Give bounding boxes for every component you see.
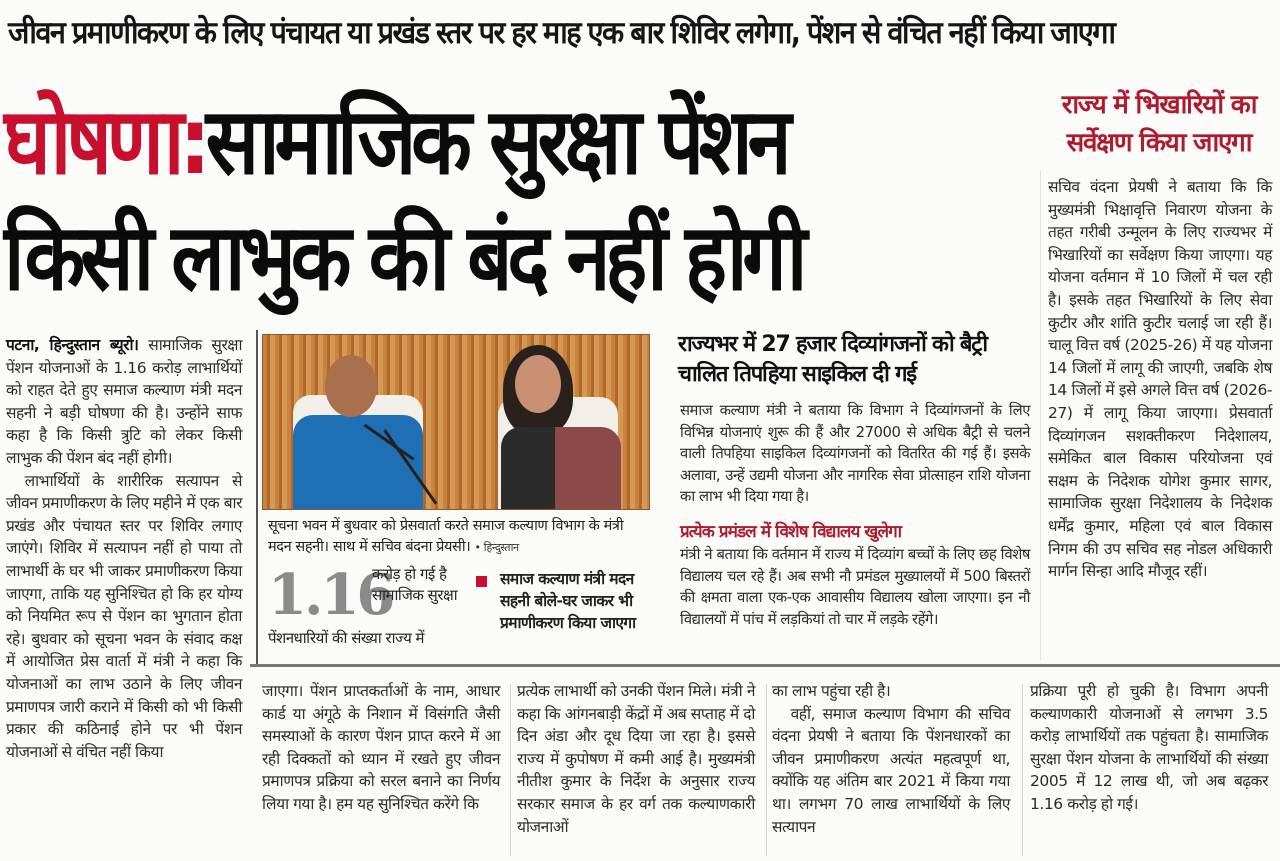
column-rule [766, 684, 767, 856]
bottom-column-2: प्रत्येक लाभार्थी को उनकी पेंशन मिले। मंत्री ने कहा कि आंगनबाड़ी केंद्रों में अब सप्ताह में दो दिन अंडा और दूध दिया जा रहा है। इससे राज्य में कुपोषण में कमी आई है। मुख्यमंत्री नीतीश कुमार के निर्देश के अनुसार राज्य सरकार समाज के हर वर्ग तक कल्याणकारी योजनाओं [517, 682, 755, 836]
mid-story-subhead: प्रत्येक प्रमंडल में विशेष विद्यालय खुलेगा [680, 522, 902, 542]
headline-line-2: किसी लाभुक की बंद नहीं होगी [4, 204, 803, 311]
bottom-col3-para-1: का लाभ पहुंचा रही है। [772, 682, 891, 700]
bottom-column-3 [772, 680, 1010, 838]
headline-label: घोषणा: [4, 88, 206, 195]
stat-text-side: करोड़ हो गई है सामाजिक सुरक्षा [372, 565, 458, 604]
bottom-col3-para-2: वहीं, समाज कल्याण विभाग की सचिव वंदना प्रेयषी ने बताया कि पेंशनधारकों का जीवन प्रमाणीकरण अत्यंत महत्वपूर्ण था, क्योंकि यह अंतिम बार 2021 में किया गया था। लगभग 70 लाख लाभार्थियों के लिए सत्यापन [772, 704, 1010, 836]
sidebar-rule [1040, 170, 1041, 660]
mid-story-body-2: मंत्री ने बताया कि वर्तमान में राज्य में दिव्यांग बच्चों के लिए छह विशेष विद्यालय चल रहे हैं। अब सभी नौ प्रमंडल मुख्यालयों में 500 बिस्तरों की क्षमता वाला एक-एक आवासीय विद्यालय खोला जाएगा। इन नौ विद्यालयों में पांच में लड़कियां तो चार में लड़के रहेंगे। [680, 546, 1030, 628]
column-rule [510, 684, 511, 856]
side-story-headline: राज्य में भिखारियों का सर्वेक्षण किया जाएगा [1061, 90, 1257, 158]
secretary-head [515, 355, 561, 413]
minister-head [325, 355, 377, 417]
kicker-line: जीवन प्रमाणीकरण के लिए पंचायत या प्रखंड स्तर पर हर माह एक बार शिविर लगेगा, पेंशन से वंचित नहीं किया जाएगा [8, 15, 1115, 51]
lead-column [6, 334, 242, 763]
column-rule [1022, 684, 1023, 856]
caption-text: सूचना भवन में बुधवार को प्रेसवार्ता करते समाज कल्याण विभाग के मंत्री मदन सहनी। साथ में सचिव बंदना प्रेयसी। [268, 518, 624, 555]
main-headline [4, 84, 1034, 324]
stat-text-below: पेंशनधारियों की संख्या राज्य में [268, 629, 425, 647]
press-conference-photo [262, 334, 650, 510]
stat-number: 1.16 [268, 562, 393, 628]
lead-para-1: सामाजिक सुरक्षा पेंशन योजनाओं के 1.16 करोड़ लाभार्थियों को राहत देते हुए समाज कल्याण मंत्री मदन सहनी ने बड़ी घोषणा की है। उन्होंने साफ कहा है कि किसी त्रुटि को लेकर किसी लाभुक की पेंशन बंद नहीं होगी। [6, 336, 243, 467]
bullet-square-icon [476, 576, 487, 587]
pull-quote: समाज कल्याण मंत्री मदन सहनी बोले-घर जाकर भी प्रमाणीकरण किया जाएगा [500, 570, 636, 632]
lead-para-2: लाभार्थियों के शारीरिक सत्यापन से जीवन प्रमाणीकरण के लिए महीने में एक बार प्रखंड और पंचायत स्तर पर शिविर लगाए जाएंगे। शिविर में सत्यापन नहीं हो पाया तो लाभार्थी के घर भी जाकर प्रमाणीकरण किया जाएगा, ताकि यह सुनिश्चित हो कि हर योग्य को नियमित रूप से पेंशन का भुगतान होता रहे। बुधवार को सूचना भवन के संवाद कक्ष में आयोजित प्रेस वार्ता में मंत्री ने कहा कि योजनाओं का लाभ उठाने के लिए जीवन प्रमाणपत्र जारी कराने में किसी को भी किसी प्रकार की कठिनाई होने पर भी पेंशन योजनाओं से वंचित नहीं किया [6, 471, 242, 761]
secretary-figure [501, 427, 621, 510]
mid-story-body: समाज कल्याण मंत्री ने बताया कि विभाग ने दिव्यांगजनों के लिए विभिन्न योजनाएं शुरू की हैं और 27000 से अधिक बैट्री से चलने वाली तिपहिया साइकिल दिव्यांगजनों को वितरित की गई हैं। इसके अलावा, उन्हें उद्यमी योजना और नागरिक सेवा प्रोत्साहन राशि योजना का लाभ भी दिया गया है। [680, 402, 1030, 505]
bottom-column-1: जाएगा। पेंशन प्राप्तकर्ताओं के नाम, आधार कार्ड या अंगूठे के निशान में विसंगति जैसी समस्याओं के कारण पेंशन प्राप्त करने में आ रही दिक्कतों को ध्यान में रखते हुए जीवन प्रमाणपत्र प्रक्रिया को सरल बनाने का निर्णय लिया गया है। हम यह सुनिश्चित करेंगे कि [262, 682, 500, 813]
side-story-body: सचिव वंदना प्रेयषी ने बताया कि कि मुख्यमंत्री भिक्षावृत्ति निवारण योजना के तहत गरीबी उन्मूलन के लिए राज्यभर में भिखारियों का सर्वेक्षण किया जाएगा। यह योजना वर्तमान में 10 जिलों में चल रही है। इसके तहत भिखारियों के लिए सेवा कुटीर और शांति कुटीर चलाई जा रही हैं। चालू वित्त वर्ष (2025-26) में यह योजना 14 जिलों में लागू की जाएगी, जबकि शेष 14 जिलों में इसे अगले वित्त वर्ष (2026-27) में लागू किया जाएगा। प्रेसवार्ता दिव्यांगजन सशक्तीकरण निदेशालय, समेकित बाल विकास परियोजना एवं सक्षम के निदेशक योगेश कुमार सागर, सामाजिक सुरक्षा निदेशालय के निदेशक धर्मेंद्र कुमार, महिला एवं बाल विकास निगम की उप सचिव सह नोडल अधिकारी मार्गन सिन्हा आदि मौजूद रहीं। [1048, 178, 1272, 581]
section-divider [250, 664, 1280, 667]
bottom-column-4: प्रक्रिया पूरी हो चुकी है। विभाग अपनी कल्याणकारी योजनाओं से लगभग 3.5 करोड़ लाभार्थियों तक पहुंचता है। सामाजिक सुरक्षा पेंशन योजना के लाभार्थियों की संख्या 2005 में 12 लाख थी, जो अब बढ़कर 1.16 करोड़ हो गई। [1030, 682, 1268, 813]
headline-line-1-text: सामाजिक सुरक्षा पेंशन [205, 88, 787, 195]
headline-line-1 [4, 84, 890, 200]
photo-caption [268, 516, 650, 558]
photo-credit: • हिन्दुस्तान [474, 541, 519, 554]
minister-figure [293, 415, 423, 510]
mid-story-headline: राज्यभर में 27 हजार दिव्यांगजनों को बैट्री चालित तिपहिया साइकिल दी गई [678, 332, 987, 387]
dateline: पटना, हिन्दुस्तान ब्यूरो। [6, 336, 139, 354]
